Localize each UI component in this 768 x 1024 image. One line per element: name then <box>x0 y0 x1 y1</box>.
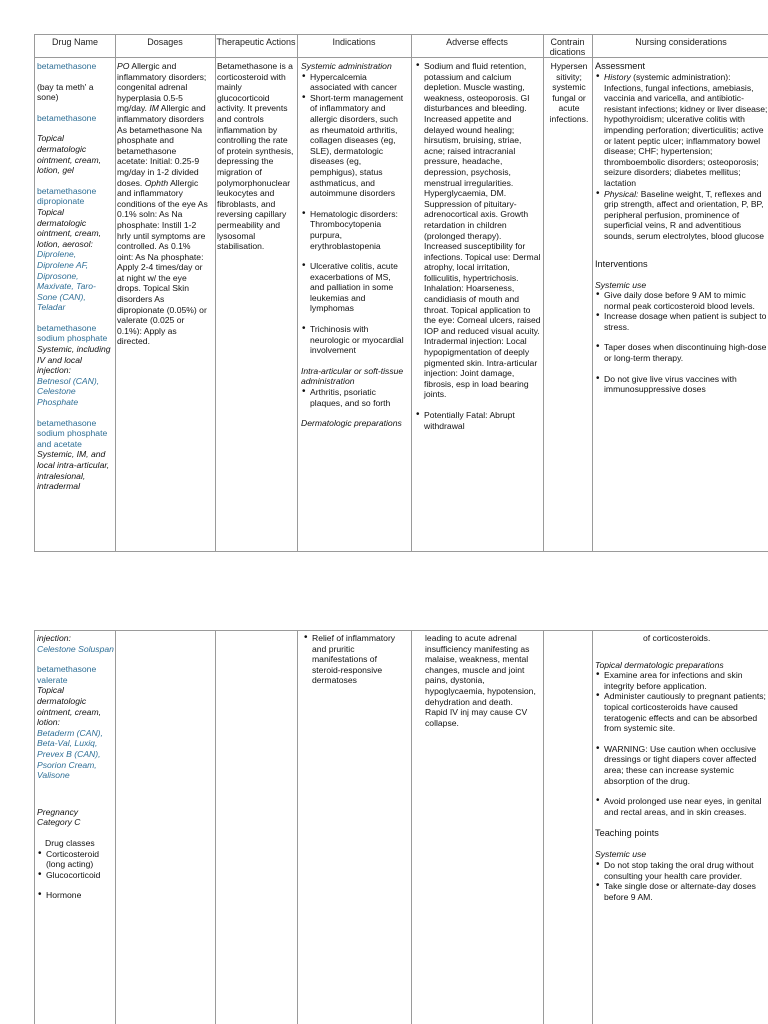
indication-heading: Intra-articular or soft-tissue administration <box>301 365 404 387</box>
list-item: • Administer cautiously to pregnant patients; topical corticosteroids have caused teratogenic effects and can be absorbed from systemic site. <box>595 691 768 733</box>
list-item: • Potentially Fatal: Abrupt withdrawal <box>415 410 541 431</box>
list-item: • Hypercalcemia associated with cancer <box>301 72 405 93</box>
item-label: History <box>604 72 631 82</box>
list-item: • Short-term management of inflammatory and allergic disorders, such as rheumatoid arthritis, collagen diseases (eg, SLE), dermatologic diseases (eg, pemphigus), status asthmaticus, and autoimmune disorders <box>301 93 405 199</box>
route-text: Topical dermatologic ointment, cream, lotion, gel <box>37 133 101 176</box>
list-item: • Sodium and fluid retention, potassium and calcium depletion. Muscle wasting, weakness, osteoporosis. GI disturbances and bleeding. Increased appetite and delayed wound healing; hirsutism, bruising, striae, acne; raised intracranial pressure, headache, depression, psychosis, menstrual irregularities. Hyperglycaemia, DM. Suppression of pituitary-adrenocortical axis. Growth retardation in children (prolonged therapy). Increased susceptibility for infections. Topical use: Dermal atrophy, local irritation, folliculitis, hypertrichosis. Inhalation: Hoarseness, candidiasis of mouth and throat. Topical application to the eye: Corneal ulcers, raised IOP and reduced visual acuity. Intradermal injection: Local hypopigmentation of deeply pigmented skin. Intra-articular injection: Joint damage, fibrosis, esp in load bearing joints. <box>415 61 541 400</box>
header-therapeutic-actions: Therapeutic Actions <box>216 37 296 47</box>
column-divider <box>543 631 544 1024</box>
column-divider <box>592 631 593 1024</box>
pronunciation: (bay ta meth' a sone) <box>37 81 94 103</box>
indication-heading: Systemic administration <box>301 61 392 71</box>
adverse-effects-cell: leading to acute adrenal insufficiency manifesting as malaise, weakness, mental changes, muscle and joint pains, dystonia, hypoglycaemia, hypotension, dehydration and death. Rapid IV inj may cause CV collapse. <box>425 633 536 728</box>
drug-name: betamethasone sodium phosphate <box>37 322 108 344</box>
column-divider <box>115 631 116 1024</box>
brand-names: Betaderm (CAN), Beta-Val, Luxiq, Prevex B (CAN), Psorion Cream, Valisone <box>37 727 103 781</box>
subsection-heading: Systemic use <box>595 849 647 860</box>
dose-text: Allergic and inflammatory disorders; congenital adrenal hyperplasia 0.5-5 mg/day. <box>117 61 207 114</box>
interventions-list <box>595 670 768 734</box>
pregnancy-category: Pregnancy Category C <box>37 806 81 828</box>
list-item: • Glucocorticoid <box>37 870 115 881</box>
actions-cell: Betamethasone is a corticosteroid with mainly glucocorticoid activity. It prevents and controls inflammation by controlling the rate of protein synthesis, depressing the migration of polymorphonuclear leukocytes and fibroblasts, and reversing capillary permeability and lysosomal stabilisation. <box>217 61 294 252</box>
header-drug-name: Drug Name <box>51 37 98 47</box>
drug-name-cell <box>37 633 115 901</box>
list-item: • Do not stop taking the oral drug without consulting your health care provider. <box>595 860 768 881</box>
drug-classes-heading: Drug classes <box>45 837 95 848</box>
route-text: Topical dermatologic ointment, cream, lotion: <box>37 685 101 728</box>
column-divider <box>297 631 298 1024</box>
list-item: • Relief of inflammatory and pruritic manifestations of steroid-responsive dermatoses <box>303 633 407 686</box>
header-contraindications: Contrain dications <box>549 37 586 57</box>
drug-classes-list <box>37 849 115 881</box>
nursing-cell <box>595 633 768 902</box>
indication-list <box>301 72 405 199</box>
list-item: • Increase dosage when patient is subject to stress. <box>595 311 768 332</box>
dose-route: PO <box>117 61 130 71</box>
route-text: injection: <box>37 633 71 643</box>
section-heading: Assessment <box>595 61 646 71</box>
route-text: Systemic, IM, and local intra-articular, intralesional, intradermal <box>37 449 110 492</box>
list-item: • Give daily dose before 9 AM to mimic normal peak corticosteroid blood levels. <box>595 290 768 311</box>
column-divider <box>411 631 412 1024</box>
list-item: • WARNING: Use caution when occlusive dressings or tight diapers cover affected area; these can increase systemic absorption of the drug. <box>595 744 768 786</box>
interventions-list <box>595 796 768 817</box>
item-text: Baseline weight, T, reflexes and grip strength, affect and orientation, P, BP, peripheral perfusion, prominence of superficial veins, R and adventitious sounds, serum electrolytes, blood glucose <box>604 188 765 241</box>
dose-route: Ophth <box>144 177 169 188</box>
drug-table-page-1 <box>34 34 768 552</box>
assessment-list <box>595 72 768 242</box>
nursing-cell <box>595 60 768 395</box>
item-label: Physical: <box>604 188 639 199</box>
drug-classes-list <box>37 890 115 901</box>
list-item: • Arthritis, psoriatic plaques, and so forth <box>301 387 405 408</box>
list-item: • Ulcerative colitis, acute exacerbations of MS, and palliation in some leukemias and lymphomas <box>301 261 405 314</box>
adverse-effects-cell <box>415 61 541 431</box>
list-item: • Examine area for infections and skin integrity before application. <box>595 670 768 691</box>
column-divider <box>543 35 544 551</box>
subsection-heading: Topical dermatologic preparations <box>595 659 724 670</box>
list-item: • Corticosteroid (long acting) <box>37 849 115 870</box>
indication-heading: Dermatologic preparations <box>301 418 402 429</box>
indication-list <box>301 209 405 251</box>
header-adverse-effects: Adverse effects <box>446 37 508 47</box>
list-item: • Trichinosis with neurologic or myocardial involvement <box>301 324 405 356</box>
list-item: • Take single dose or alternate-day doses before 9 AM. <box>595 881 768 902</box>
column-divider <box>592 35 593 551</box>
indication-list <box>301 324 405 356</box>
dosage-cell <box>117 61 209 347</box>
adverse-list <box>415 61 541 400</box>
list-item: • Hormone <box>37 890 115 901</box>
drug-name: betamethasone sodium phosphate and acetate <box>37 417 108 449</box>
column-divider <box>411 35 412 551</box>
route-text: Systemic, including IV and local injection: <box>37 344 111 376</box>
header-divider <box>35 57 768 58</box>
list-item: • Taper doses when discontinuing high-dose or long-term therapy. <box>595 342 768 363</box>
section-heading: Interventions <box>595 258 648 269</box>
interventions-list <box>595 290 768 332</box>
interventions-list <box>595 744 768 786</box>
contraindications-cell: Hypersensitivity; systemic fungal or acute infections. <box>549 61 589 124</box>
list-item <box>595 189 768 242</box>
column-divider <box>215 35 216 551</box>
indication-list <box>301 261 405 314</box>
header-indications: Indications <box>332 37 376 47</box>
subsection-heading: Systemic use <box>595 279 647 290</box>
drug-name: betamethasone <box>37 112 97 123</box>
indication-list <box>303 633 407 686</box>
header-dosages: Dosages <box>147 37 183 47</box>
list-item: • Hematologic disorders: Thrombocytopenia purpura, erythroblastopenia <box>301 209 405 251</box>
interventions-list <box>595 342 768 363</box>
continued-text: of corticosteroids. <box>643 633 711 643</box>
brand-names: Diprolene, Diprolene AF, Diprosone, Maxivate, Taro-Sone (CAN), Teladar <box>37 249 96 313</box>
route-text: Topical dermatologic ointment, cream, lotion, aerosol: <box>37 206 101 249</box>
brand-names: Betnesol (CAN), Celestone Phosphate <box>37 375 100 408</box>
dose-text: Allergic and inflammatory disorders As betamethasone Na phosphate and betamethasone acetate: Initial: 0.25-9 mg/day in 1-2 divided doses. <box>117 103 206 188</box>
list-item: • Avoid prolonged use near eyes, in genital and rectal areas, and in skin creases. <box>595 796 768 817</box>
column-divider <box>115 35 116 551</box>
indications-cell <box>303 633 407 686</box>
column-divider <box>215 631 216 1024</box>
dose-route: IM <box>149 103 159 114</box>
drug-name: betamethasone valerate <box>37 664 97 685</box>
teaching-list <box>595 860 768 902</box>
indication-list <box>301 387 405 408</box>
column-divider <box>297 35 298 551</box>
drug-name: betamethasone <box>37 61 97 71</box>
dose-text: Allergic and inflammatory conditions of the eye As 0.1% soln: As Na phosphate: Instill 1-2 hrly until symptoms are controlled. As 0.1% oint: As Na phosphate: Apply 2-4 times/day or at night w/ the eye drops. Topical Skin disorders As dipropionate (0.05%) or valerate (0.025 or 0.1%): Apply as directed. <box>117 177 208 347</box>
drug-name: betamethasone dipropionate <box>37 185 97 207</box>
list-item: • Do not give live virus vaccines with immunosuppressive doses <box>595 374 768 395</box>
list-item <box>595 72 768 189</box>
indications-cell <box>301 61 405 429</box>
section-heading: Teaching points <box>595 828 659 839</box>
drug-name-cell <box>37 61 115 492</box>
brand-names: Celestone Soluspan <box>37 643 114 654</box>
adverse-list <box>415 410 541 431</box>
drug-table-page-2 <box>34 630 768 1024</box>
interventions-list <box>595 374 768 395</box>
header-nursing-considerations: Nursing considerations <box>635 37 727 47</box>
item-text: (systemic administration): Infections, fungal infections, amebiasis, vaccinia and varicella, and antibiotic-resistant infections; kidney or liver disease; hypothyroidism; ulcerative colitis with impending perforation; diverticulitis; active or latent peptic ulcer; inflammatory bowel disease; CHF; hypertension; thromboembolic disorders; osteoporosis; seizure disorders; diabetes mellitus; lactation <box>604 72 768 188</box>
